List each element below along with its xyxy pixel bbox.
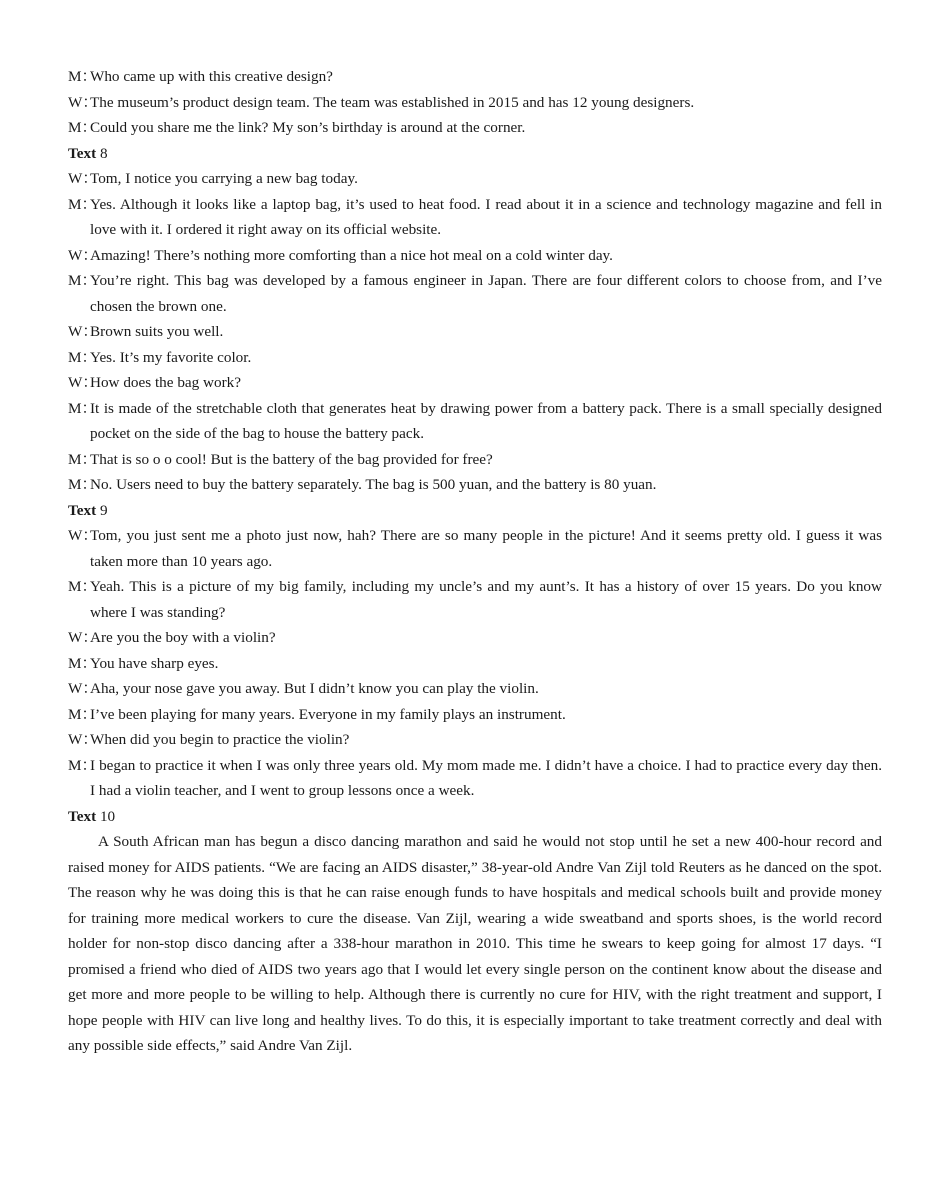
dialog-text: You have sharp eyes. (90, 654, 219, 672)
speaker-label: W： (68, 323, 98, 340)
dialog-line (68, 625, 882, 651)
text8-section (68, 141, 882, 498)
dialog-text: Aha, your nose gave you away. But I didn’t know you can play the violin. (90, 680, 539, 697)
speaker-label: W： (68, 527, 98, 544)
speaker-label: M： (68, 272, 97, 289)
dialog-text: Are you the boy with a violin? (90, 629, 276, 646)
heading-word: Text (68, 807, 97, 825)
dialog-line (68, 268, 882, 319)
heading-number: 10 (96, 807, 116, 825)
section-heading-text10 (68, 804, 882, 830)
dialog-text: No. Users need to buy the battery separately. The bag is 500 yuan, and the battery is 80 yuan. (90, 476, 657, 493)
heading-word: Text (68, 144, 97, 162)
speaker-label: M： (68, 195, 97, 213)
speaker-label: W： (68, 680, 98, 697)
dialog-text: How does the bag work? (90, 374, 241, 391)
dialog-line (68, 472, 882, 498)
speaker-label: W： (68, 629, 98, 646)
transcript-page (68, 64, 882, 1059)
dialog-text: Tom, you just sent me a photo just now, hah? There are so many people in the picture! And it seems pretty old. I guess it was taken more than 10 years ago. (90, 527, 882, 570)
dialog-line (68, 166, 882, 192)
speaker-label: M： (68, 654, 97, 672)
speaker-label: M： (68, 705, 97, 723)
text9-section (68, 498, 882, 804)
dialog-text: You’re right. This bag was developed by a famous engineer in Japan. There are four different colors to choose from, and I’ve chosen the brown one. (90, 272, 882, 315)
text10-section (68, 804, 882, 1059)
dialog-text: Amazing! There’s nothing more comforting than a nice hot meal on a cold winter day. (90, 246, 613, 264)
dialog-text: Who came up with this creative design? (90, 68, 333, 85)
speaker-label: M： (68, 476, 97, 493)
speaker-label: W： (68, 731, 98, 748)
dialog-text: That is so o o cool! But is the battery of the bag provided for free? (90, 450, 493, 468)
dialog-line (68, 319, 882, 345)
speaker-label: M： (68, 399, 97, 417)
dialog-line (68, 574, 882, 625)
section-heading-text8 (68, 141, 882, 167)
dialog-line (68, 64, 882, 90)
dialog-line (68, 676, 882, 702)
dialog-line (68, 727, 882, 753)
dialog-text: Yes. Although it looks like a laptop bag, it’s used to heat food. I read about it in a science and technology magazine and fell in love with it. I ordered it right away on its official website. (90, 195, 882, 238)
heading-number: 8 (96, 144, 108, 162)
speaker-label: M： (68, 348, 97, 366)
speaker-label: W： (68, 93, 98, 111)
dialog-text: I’ve been playing for many years. Everyone in my family plays an instrument. (90, 705, 566, 723)
speaker-label: W： (68, 246, 98, 264)
dialog-line (68, 192, 882, 243)
dialog-line (68, 447, 882, 473)
dialog-line (68, 396, 882, 447)
dialog-text: The museum’s product design team. The team was established in 2015 and has 12 young designers. (90, 93, 695, 111)
heading-number: 9 (96, 501, 108, 519)
dialog-line (68, 753, 882, 804)
dialog-line (68, 345, 882, 371)
speaker-label: M： (68, 450, 97, 468)
dialog-text: Brown suits you well. (90, 323, 224, 340)
heading-word: Text (68, 501, 97, 519)
speaker-label: M： (68, 119, 97, 136)
passage-paragraph: A South African man has begun a disco dancing marathon and said he would not stop until he set a new 400-hour record and raised money for AIDS patients. “We are facing an AIDS disaster,” 38-year-old Andre Van Zijl told Reuters as he danced on the spot. The reason why he was doing this is that he can raise enough funds to have hospitals and medical schools built and provide money for training more medical workers to cure the disease. Van Zijl, wearing a wide sweatband and sports shoes, is the world record holder for non-stop disco dancing after a 338-hour marathon in 2010. This time he swears to keep going for almost 17 days. “I promised a friend who died of AIDS two years ago that I would let every single person on the continent know about the disease and get more and more people to be willing to help. Although there is currently no cure for HIV, with the right treatment and support, I hope people with HIV can live long and healthy lives. To do this, it is especially important to take treatment correctly and deal with any possible side effects,” said Andre Van Zijl. (68, 833, 882, 1054)
speaker-label: M： (68, 756, 97, 774)
dialog-line (68, 243, 882, 269)
dialog-text: I began to practice it when I was only three years old. My mom made me. I didn’t have a choice. I had to practice every day then. I had a violin teacher, and I went to group lessons once a week. (90, 756, 882, 799)
text7-tail (68, 64, 882, 141)
speaker-label: M： (68, 68, 97, 85)
dialog-text: Yeah. This is a picture of my big family, including my uncle’s and my aunt’s. It has a history of over 15 years. Do you know where I was standing? (90, 578, 882, 621)
dialog-text: It is made of the stretchable cloth that generates heat by drawing power from a battery pack. There is a small specially designed pocket on the side of the bag to house the battery pack. (90, 399, 882, 442)
dialog-line (68, 702, 882, 728)
speaker-label: W： (68, 170, 98, 187)
dialog-line (68, 115, 882, 141)
dialog-line (68, 370, 882, 396)
dialog-text: When did you begin to practice the violin? (90, 731, 350, 748)
speaker-label: M： (68, 578, 97, 595)
section-heading-text9 (68, 498, 882, 524)
dialog-text: Could you share me the link? My son’s birthday is around at the corner. (90, 119, 526, 136)
dialog-line (68, 523, 882, 574)
dialog-text: Yes. It’s my favorite color. (90, 348, 252, 366)
dialog-line (68, 651, 882, 677)
speaker-label: W： (68, 374, 98, 391)
dialog-line (68, 90, 882, 116)
dialog-text: Tom, I notice you carrying a new bag today. (90, 170, 358, 187)
